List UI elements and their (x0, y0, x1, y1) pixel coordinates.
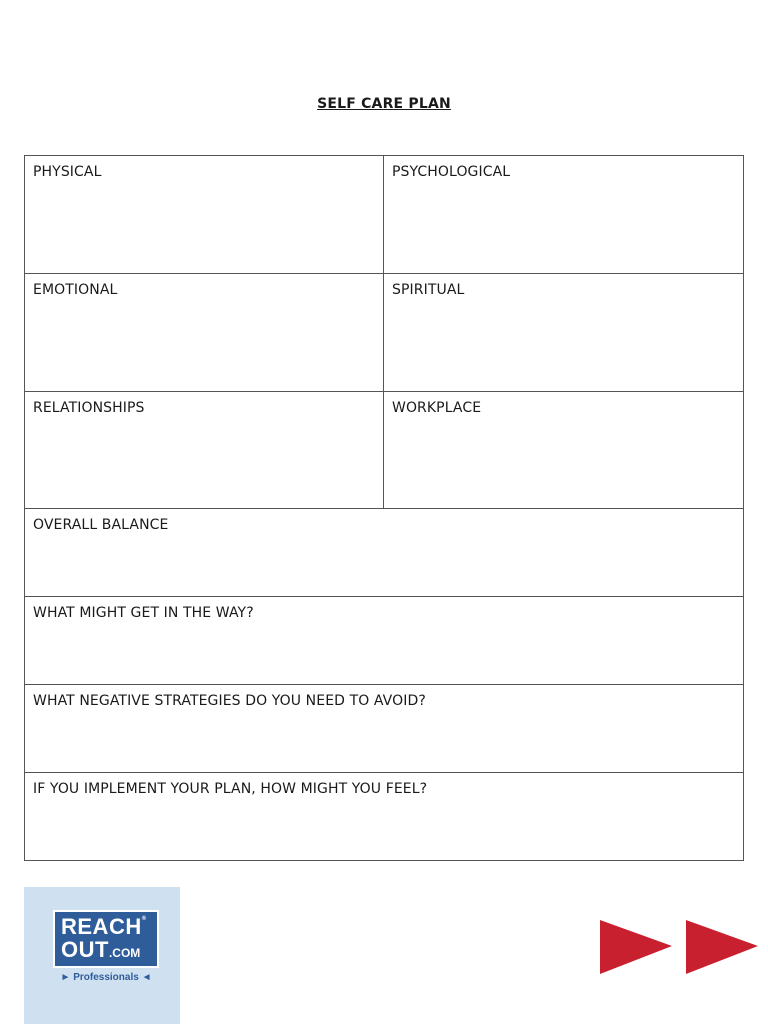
table-row (25, 509, 743, 597)
logo-text-out: OUT (61, 937, 109, 962)
workplace-section[interactable]: WORKPLACE (392, 400, 482, 416)
spiritual-section[interactable]: SPIRITUAL (392, 282, 465, 298)
table-row (25, 773, 743, 861)
logo-text-com: .COM (108, 946, 141, 960)
physical-section[interactable]: PHYSICAL (25, 156, 384, 273)
table-row (25, 392, 743, 509)
psychological-section[interactable]: PSYCHOLOGICAL (392, 164, 511, 180)
emotional-section[interactable]: EMOTIONAL (25, 274, 384, 391)
table-row (25, 156, 743, 274)
negative-strategies-section[interactable]: WHAT NEGATIVE STRATEGIES DO YOU NEED TO AVOID? (33, 693, 426, 709)
table-row (25, 597, 743, 685)
logo-text-reach: REACH (61, 914, 142, 939)
table-row (25, 274, 743, 392)
relationships-section[interactable]: RELATIONSHIPS (25, 392, 384, 508)
page-title: SELF CARE PLAN (317, 96, 451, 112)
logo-subtitle: ► Professionals ◄ (60, 972, 152, 983)
reachout-logo (53, 910, 159, 968)
arrow-shape (600, 920, 672, 974)
overall-balance-section[interactable]: OVERALL BALANCE (33, 517, 169, 533)
table-row (25, 685, 743, 773)
obstacles-section[interactable]: WHAT MIGHT GET IN THE WAY? (33, 605, 254, 621)
fast-forward-icon[interactable] (600, 920, 760, 976)
trademark-symbol: ® (141, 916, 147, 922)
plan-outcome-section[interactable]: IF YOU IMPLEMENT YOUR PLAN, HOW MIGHT YOU FEEL? (33, 781, 428, 797)
arrow-shape (686, 920, 758, 974)
self-care-plan-table (24, 155, 744, 861)
